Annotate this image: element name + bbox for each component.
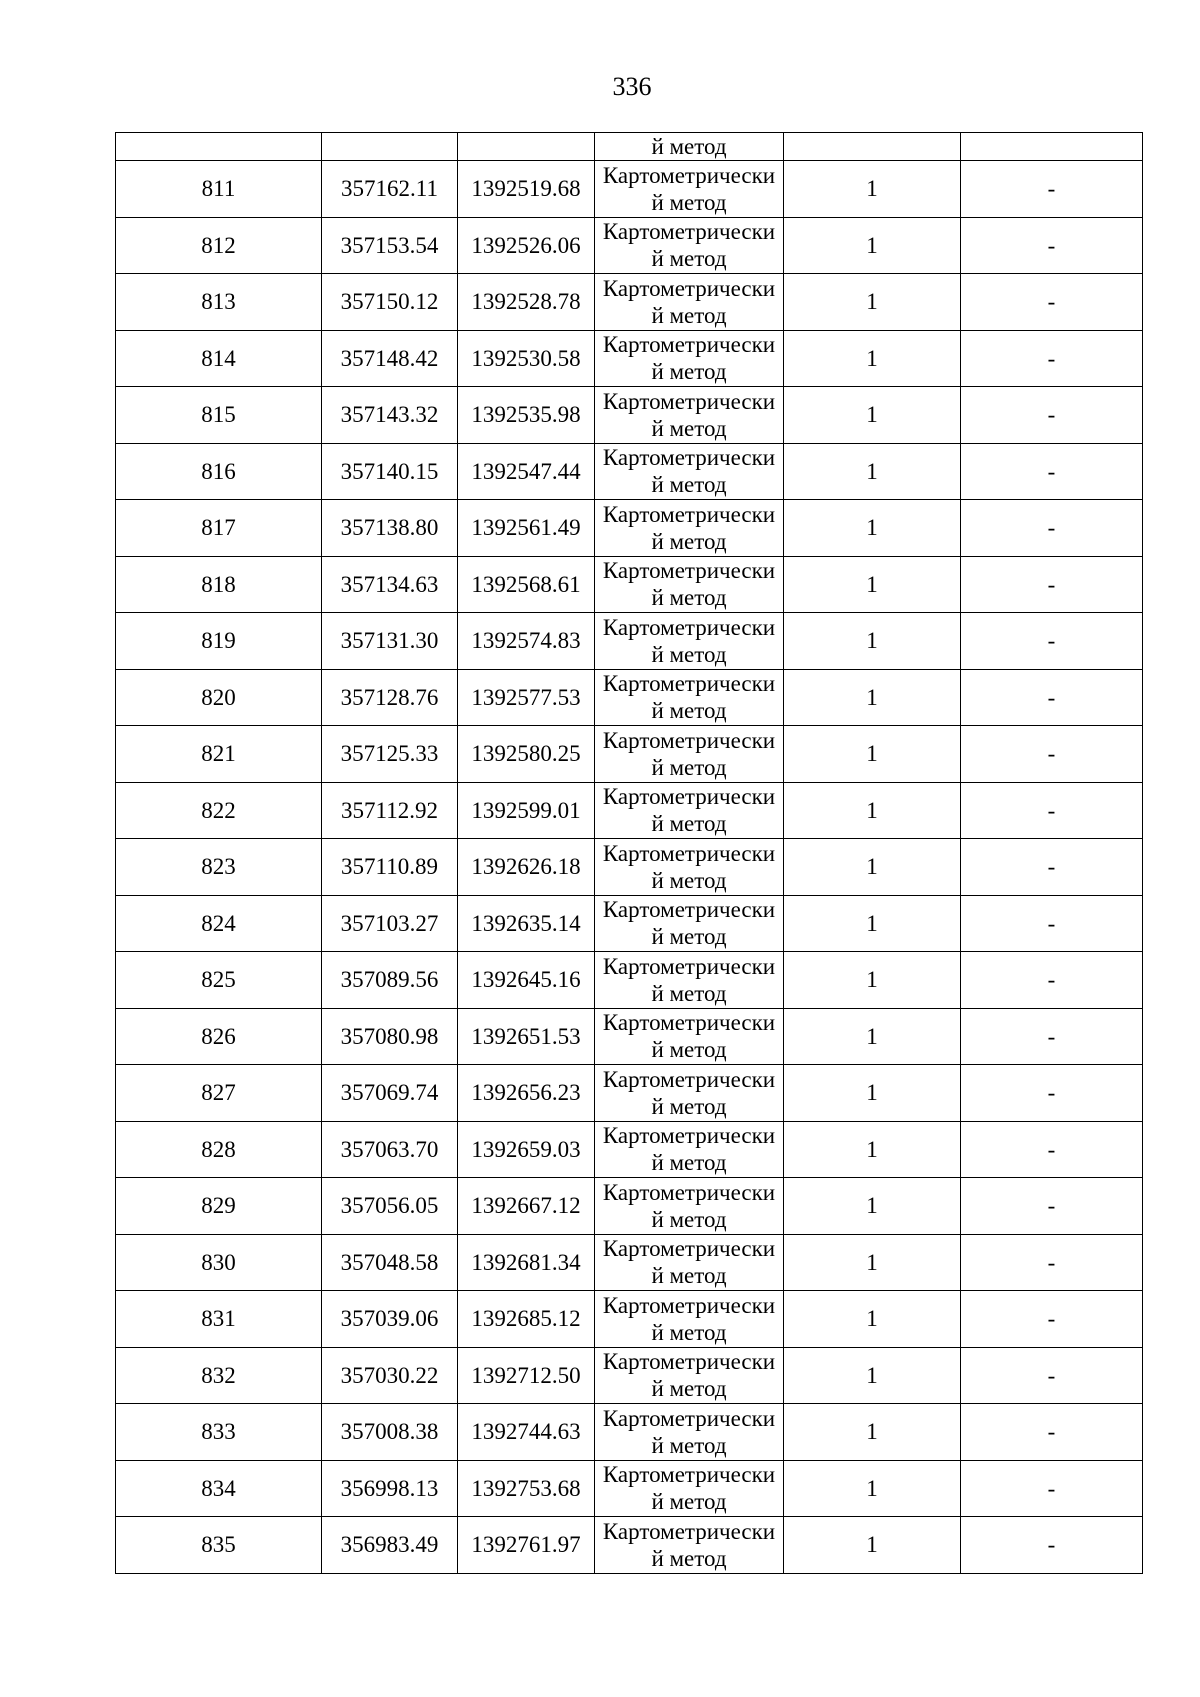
cell-note: - <box>961 1517 1143 1574</box>
cell-accuracy: 1 <box>784 1121 961 1178</box>
cell-point-number: 813 <box>116 274 322 331</box>
cell-note: - <box>961 161 1143 218</box>
method-text: Картометрически й метод <box>602 1405 776 1458</box>
cell-accuracy: 1 <box>784 1517 961 1574</box>
cell-note: - <box>961 387 1143 444</box>
cell-method <box>595 1404 784 1461</box>
cell-y-coordinate: 1392681.34 <box>458 1234 595 1291</box>
cell-point-number: 815 <box>116 387 322 444</box>
cell-method <box>595 274 784 331</box>
method-text: Картометрически й метод <box>602 1292 776 1345</box>
cell-accuracy: 1 <box>784 1404 961 1461</box>
table-row <box>116 500 1143 557</box>
table-row <box>116 726 1143 783</box>
cell-x-coordinate: 357162.11 <box>322 161 458 218</box>
cell-x-coordinate: 356983.49 <box>322 1517 458 1574</box>
cell-x-coordinate: 357103.27 <box>322 895 458 952</box>
table-row <box>116 1291 1143 1348</box>
coordinates-table <box>115 132 1143 1574</box>
cell-point-number: 820 <box>116 669 322 726</box>
cell-accuracy: 1 <box>784 782 961 839</box>
cell-method <box>595 1234 784 1291</box>
cell-point-number: 823 <box>116 839 322 896</box>
method-text: Картометрически й метод <box>602 1179 776 1232</box>
cell-method <box>595 1121 784 1178</box>
method-text: Картометрически й метод <box>602 614 776 667</box>
cell-accuracy: 1 <box>784 1065 961 1122</box>
cell-y-coordinate: 1392761.97 <box>458 1517 595 1574</box>
cell-x-coordinate: 357089.56 <box>322 952 458 1009</box>
cell-x-coordinate: 356998.13 <box>322 1460 458 1517</box>
cell-y-coordinate: 1392656.23 <box>458 1065 595 1122</box>
cell-method <box>595 1291 784 1348</box>
table-row <box>116 1517 1143 1574</box>
cell-x-coordinate: 357140.15 <box>322 443 458 500</box>
method-text: Картометрически й метод <box>602 275 776 328</box>
cell-note: - <box>961 839 1143 896</box>
cell-note: - <box>961 217 1143 274</box>
cell-point-number: 832 <box>116 1347 322 1404</box>
cell-x-coordinate: 357039.06 <box>322 1291 458 1348</box>
cell-accuracy: 1 <box>784 274 961 331</box>
table-row <box>116 895 1143 952</box>
cell-point-number: 829 <box>116 1178 322 1235</box>
cell-y-coordinate: 1392626.18 <box>458 839 595 896</box>
method-text: Картометрически й метод <box>602 953 776 1006</box>
table-row <box>116 952 1143 1009</box>
cell-y-coordinate: 1392635.14 <box>458 895 595 952</box>
cell-y-coordinate: 1392526.06 <box>458 217 595 274</box>
cell-note: - <box>961 669 1143 726</box>
cell-method <box>595 161 784 218</box>
table-row <box>116 613 1143 670</box>
cell-x-coordinate: 357063.70 <box>322 1121 458 1178</box>
page-number: 336 <box>612 72 652 101</box>
cell-accuracy: 1 <box>784 330 961 387</box>
method-text: Картометрически й метод <box>602 727 776 780</box>
table-row <box>116 443 1143 500</box>
cell-method <box>595 1460 784 1517</box>
cell-note: - <box>961 895 1143 952</box>
cell-note: - <box>961 1234 1143 1291</box>
cell-note: - <box>961 1460 1143 1517</box>
cell-accuracy: 1 <box>784 726 961 783</box>
cell-point-number: 826 <box>116 1008 322 1065</box>
cell-y-coordinate: 1392599.01 <box>458 782 595 839</box>
cell-method <box>595 500 784 557</box>
cell-point-number: 831 <box>116 1291 322 1348</box>
cell-point-number: 811 <box>116 161 322 218</box>
cell-accuracy: 1 <box>784 1347 961 1404</box>
cell-point-number: 830 <box>116 1234 322 1291</box>
cell-x-coordinate: 357153.54 <box>322 217 458 274</box>
table-row <box>116 669 1143 726</box>
cell-accuracy: 1 <box>784 500 961 557</box>
table-row <box>116 839 1143 896</box>
cell-note: - <box>961 1178 1143 1235</box>
cell-accuracy: 1 <box>784 613 961 670</box>
method-text: Картометрически й метод <box>602 332 776 385</box>
method-text: Картометрически й метод <box>602 1010 776 1063</box>
cell-method <box>595 726 784 783</box>
cell-method <box>595 1008 784 1065</box>
continuation-cell-y <box>458 133 595 161</box>
table-row <box>116 1460 1143 1517</box>
cell-point-number: 834 <box>116 1460 322 1517</box>
cell-method <box>595 387 784 444</box>
cell-y-coordinate: 1392519.68 <box>458 161 595 218</box>
coordinates-table-body <box>116 133 1143 1574</box>
cell-y-coordinate: 1392528.78 <box>458 274 595 331</box>
cell-point-number: 818 <box>116 556 322 613</box>
cell-accuracy: 1 <box>784 1460 961 1517</box>
cell-point-number: 817 <box>116 500 322 557</box>
continuation-cell-point <box>116 133 322 161</box>
cell-point-number: 833 <box>116 1404 322 1461</box>
cell-y-coordinate: 1392744.63 <box>458 1404 595 1461</box>
cell-point-number: 825 <box>116 952 322 1009</box>
table-row <box>116 1121 1143 1178</box>
cell-note: - <box>961 1121 1143 1178</box>
cell-point-number: 812 <box>116 217 322 274</box>
cell-note: - <box>961 1347 1143 1404</box>
cell-method <box>595 895 784 952</box>
cell-y-coordinate: 1392568.61 <box>458 556 595 613</box>
method-text: Картометрически й метод <box>602 1349 776 1402</box>
cell-y-coordinate: 1392753.68 <box>458 1460 595 1517</box>
method-text: Картометрически й метод <box>602 501 776 554</box>
continuation-cell-note <box>961 133 1143 161</box>
cell-note: - <box>961 1065 1143 1122</box>
continuation-cell-x <box>322 133 458 161</box>
cell-note: - <box>961 330 1143 387</box>
cell-accuracy: 1 <box>784 443 961 500</box>
cell-method <box>595 952 784 1009</box>
cell-accuracy: 1 <box>784 839 961 896</box>
cell-note: - <box>961 443 1143 500</box>
cell-method <box>595 330 784 387</box>
cell-note: - <box>961 556 1143 613</box>
cell-y-coordinate: 1392645.16 <box>458 952 595 1009</box>
cell-method <box>595 443 784 500</box>
cell-x-coordinate: 357112.92 <box>322 782 458 839</box>
cell-point-number: 835 <box>116 1517 322 1574</box>
table-row <box>116 274 1143 331</box>
method-text: Картометрически й метод <box>602 445 776 498</box>
cell-x-coordinate: 357030.22 <box>322 1347 458 1404</box>
cell-y-coordinate: 1392685.12 <box>458 1291 595 1348</box>
cell-note: - <box>961 274 1143 331</box>
table-row <box>116 217 1143 274</box>
cell-method <box>595 1065 784 1122</box>
method-text: Картометрически й метод <box>602 1236 776 1289</box>
cell-y-coordinate: 1392667.12 <box>458 1178 595 1235</box>
cell-x-coordinate: 357048.58 <box>322 1234 458 1291</box>
cell-y-coordinate: 1392712.50 <box>458 1347 595 1404</box>
method-text: Картометрически й метод <box>602 219 776 272</box>
cell-x-coordinate: 357128.76 <box>322 669 458 726</box>
cell-method <box>595 1517 784 1574</box>
method-text: Картометрически й метод <box>602 840 776 893</box>
cell-note: - <box>961 726 1143 783</box>
table-row <box>116 1008 1143 1065</box>
cell-y-coordinate: 1392535.98 <box>458 387 595 444</box>
cell-point-number: 827 <box>116 1065 322 1122</box>
cell-x-coordinate: 357148.42 <box>322 330 458 387</box>
table-row <box>116 1178 1143 1235</box>
cell-accuracy: 1 <box>784 161 961 218</box>
cell-accuracy: 1 <box>784 895 961 952</box>
cell-method <box>595 839 784 896</box>
cell-x-coordinate: 357056.05 <box>322 1178 458 1235</box>
cell-y-coordinate: 1392530.58 <box>458 330 595 387</box>
cell-x-coordinate: 357008.38 <box>322 1404 458 1461</box>
cell-x-coordinate: 357131.30 <box>322 613 458 670</box>
table-row <box>116 330 1143 387</box>
cell-method <box>595 669 784 726</box>
continuation-row <box>116 133 1143 161</box>
table-row <box>116 387 1143 444</box>
table-row <box>116 782 1143 839</box>
continuation-cell-method: й метод <box>595 133 784 161</box>
cell-x-coordinate: 357080.98 <box>322 1008 458 1065</box>
cell-x-coordinate: 357143.32 <box>322 387 458 444</box>
cell-accuracy: 1 <box>784 1291 961 1348</box>
table-row <box>116 1347 1143 1404</box>
cell-note: - <box>961 1404 1143 1461</box>
cell-x-coordinate: 357110.89 <box>322 839 458 896</box>
cell-method <box>595 1347 784 1404</box>
cell-point-number: 814 <box>116 330 322 387</box>
cell-y-coordinate: 1392574.83 <box>458 613 595 670</box>
cell-x-coordinate: 357069.74 <box>322 1065 458 1122</box>
cell-accuracy: 1 <box>784 1008 961 1065</box>
cell-note: - <box>961 613 1143 670</box>
cell-x-coordinate: 357134.63 <box>322 556 458 613</box>
cell-note: - <box>961 1291 1143 1348</box>
cell-accuracy: 1 <box>784 669 961 726</box>
method-text: Картометрически й метод <box>602 388 776 441</box>
cell-y-coordinate: 1392580.25 <box>458 726 595 783</box>
table-row <box>116 1234 1143 1291</box>
cell-accuracy: 1 <box>784 952 961 1009</box>
cell-method <box>595 217 784 274</box>
cell-point-number: 824 <box>116 895 322 952</box>
method-text: Картометрически й метод <box>602 897 776 950</box>
cell-method <box>595 1178 784 1235</box>
cell-note: - <box>961 500 1143 557</box>
cell-point-number: 821 <box>116 726 322 783</box>
cell-note: - <box>961 1008 1143 1065</box>
cell-y-coordinate: 1392659.03 <box>458 1121 595 1178</box>
cell-x-coordinate: 357125.33 <box>322 726 458 783</box>
cell-x-coordinate: 357138.80 <box>322 500 458 557</box>
cell-accuracy: 1 <box>784 387 961 444</box>
cell-y-coordinate: 1392577.53 <box>458 669 595 726</box>
method-text: Картометрически й метод <box>602 162 776 215</box>
cell-point-number: 828 <box>116 1121 322 1178</box>
method-text: Картометрически й метод <box>602 1518 776 1571</box>
cell-y-coordinate: 1392561.49 <box>458 500 595 557</box>
table-row <box>116 1065 1143 1122</box>
table-row <box>116 1404 1143 1461</box>
cell-note: - <box>961 782 1143 839</box>
cell-y-coordinate: 1392547.44 <box>458 443 595 500</box>
cell-accuracy: 1 <box>784 1234 961 1291</box>
table-row <box>116 161 1143 218</box>
cell-y-coordinate: 1392651.53 <box>458 1008 595 1065</box>
cell-method <box>595 782 784 839</box>
cell-accuracy: 1 <box>784 1178 961 1235</box>
table-row <box>116 556 1143 613</box>
method-text: Картометрически й метод <box>602 1123 776 1176</box>
continuation-cell-accuracy <box>784 133 961 161</box>
cell-method <box>595 613 784 670</box>
cell-note: - <box>961 952 1143 1009</box>
method-text: Картометрически й метод <box>602 1066 776 1119</box>
method-text: Картометрически й метод <box>602 671 776 724</box>
cell-accuracy: 1 <box>784 556 961 613</box>
method-text: Картометрически й метод <box>602 558 776 611</box>
cell-point-number: 819 <box>116 613 322 670</box>
cell-accuracy: 1 <box>784 217 961 274</box>
cell-method <box>595 556 784 613</box>
cell-point-number: 822 <box>116 782 322 839</box>
method-text: Картометрически й метод <box>602 1462 776 1515</box>
cell-x-coordinate: 357150.12 <box>322 274 458 331</box>
cell-point-number: 816 <box>116 443 322 500</box>
method-text: Картометрически й метод <box>602 784 776 837</box>
